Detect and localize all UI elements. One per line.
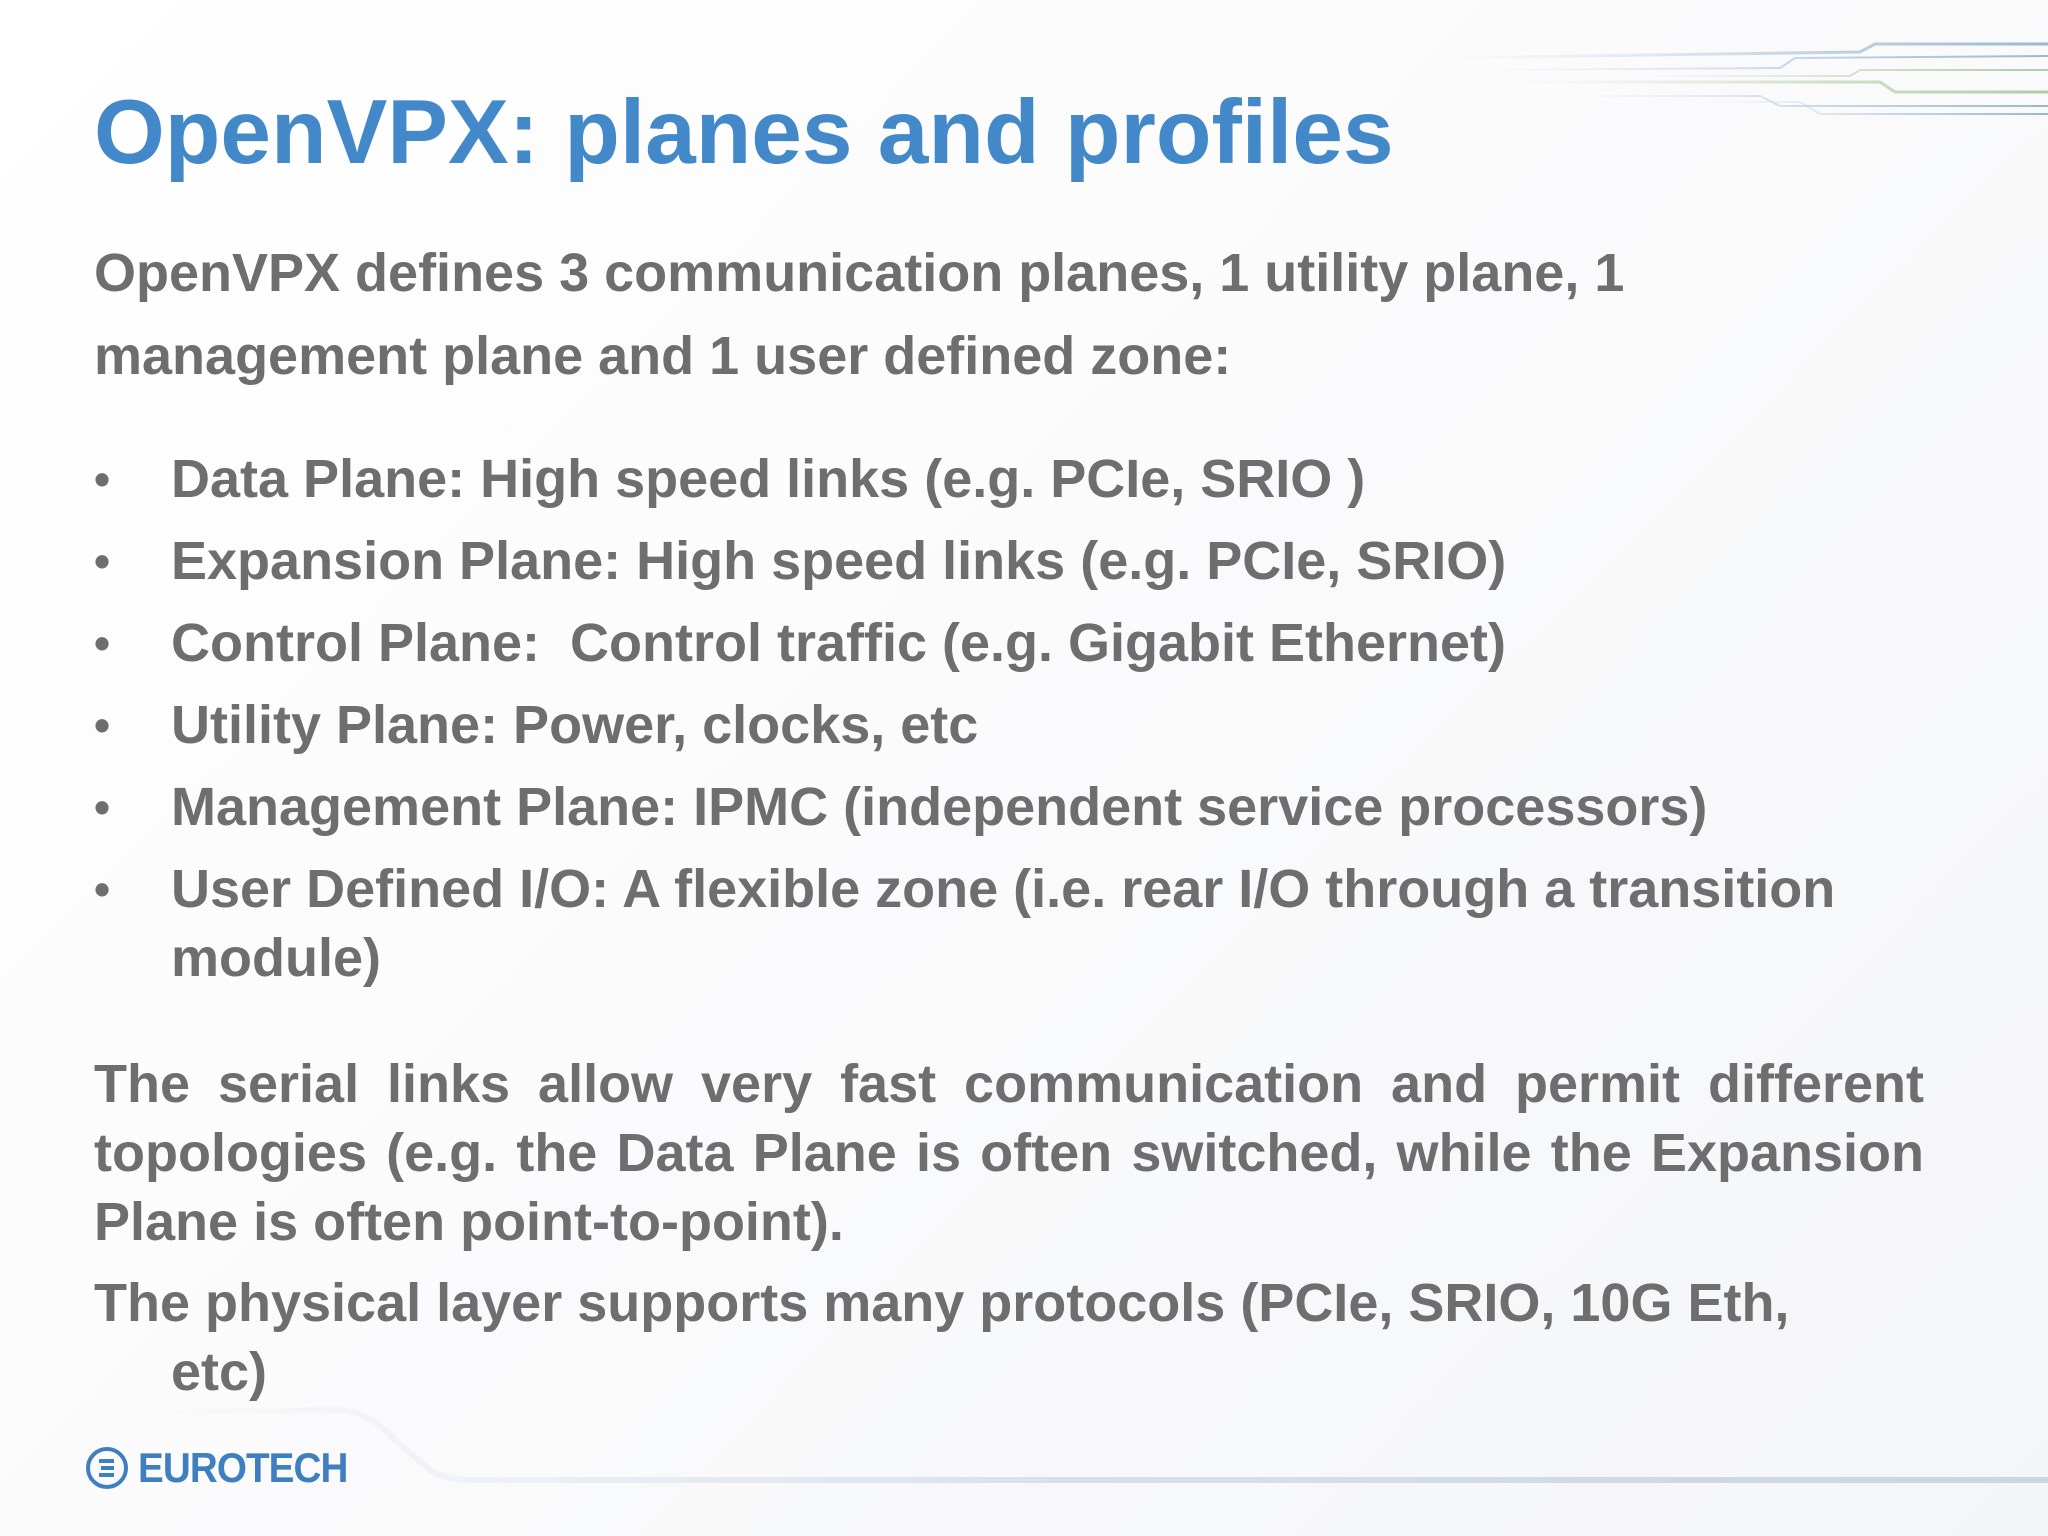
bullet-text: Control Plane: Control traffic (e.g. Gigabit Ethernet) xyxy=(171,613,1507,673)
physical-layer-paragraph xyxy=(94,1269,1924,1407)
intro-line-2: management plane and 1 user defined zone: xyxy=(94,326,1232,386)
bullet-text: Data Plane: High speed links (e.g. PCIe, SRIO ) xyxy=(171,449,1366,509)
bullet-text: Utility Plane: Power, clocks, etc xyxy=(171,695,979,755)
eurotech-logo xyxy=(84,1440,366,1496)
bullet-text: Expansion Plane: High speed links (e.g. PCIe, SRIO) xyxy=(171,531,1507,591)
intro-line-1: OpenVPX defines 3 communication planes, 1 utility plane, 1 xyxy=(94,243,1625,303)
bullet-icon: • xyxy=(94,863,111,915)
bullet-item-expansion-plane xyxy=(94,527,1944,596)
eurotech-logo-icon xyxy=(84,1445,130,1491)
planes-bullet-list xyxy=(94,445,1944,1006)
logo-text: EUROTECH xyxy=(138,1444,348,1491)
bullet-text: Management Plane: IPMC (independent service processors) xyxy=(171,777,1708,837)
bullet-icon: • xyxy=(94,453,111,505)
bullet-item-user-defined-io xyxy=(94,855,1944,993)
bullet-item-data-plane xyxy=(94,445,1944,514)
intro-text xyxy=(94,232,1924,398)
serial-links-paragraph: The serial links allow very fast communication and permit different topologies (e.g. the Data Plane is often switched, while the Expansion Plane is often point-to-point). xyxy=(94,1054,1924,1252)
bullet-text: User Defined I/O: A flexible zone (i.e. rear I/O through a transition module) xyxy=(171,859,1836,988)
physical-layer-line-2: etc) xyxy=(171,1342,268,1402)
bullet-item-control-plane xyxy=(94,609,1944,678)
physical-layer-line-1: The physical layer supports many protocols (PCIe, SRIO, 10G Eth, xyxy=(94,1273,1790,1333)
bullet-item-utility-plane xyxy=(94,691,1944,760)
bullet-item-management-plane xyxy=(94,773,1944,842)
slide-title: OpenVPX: planes and profiles xyxy=(94,82,1394,183)
bullet-icon: • xyxy=(94,617,111,669)
bullet-icon: • xyxy=(94,699,111,751)
bullet-icon: • xyxy=(94,781,111,833)
bullet-icon: • xyxy=(94,535,111,587)
